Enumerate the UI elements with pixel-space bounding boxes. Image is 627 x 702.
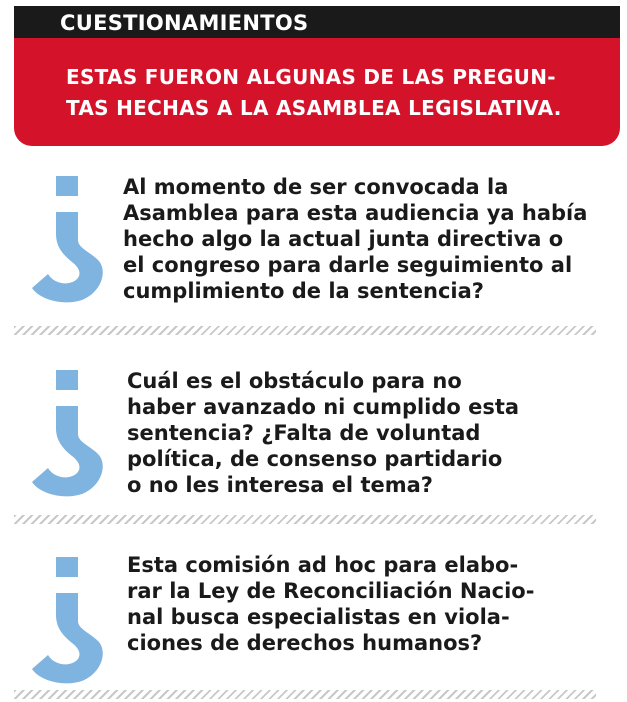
divider bbox=[14, 515, 596, 524]
inverted-question-mark-icon bbox=[28, 176, 118, 306]
question-1: Al momento de ser convocada la Asamblea para esta audiencia ya había hecho algo la actual junta directiva o el congreso para darle seguimiento al cumplimiento de la sentencia? bbox=[123, 175, 588, 303]
divider bbox=[14, 690, 596, 699]
intro-text: ESTAS FUERON ALGUNAS DE LAS PREGUN- TAS HECHAS A LA ASAMBLEA LEGISLATIVA. bbox=[66, 65, 562, 120]
section-title: CUESTIONAMIENTOS bbox=[60, 11, 309, 35]
question-3: Esta comisión ad hoc para elabo- rar la Ley de Reconciliación Nacio- nal busca especialistas en viola- ciones de derechos humanos? bbox=[127, 553, 535, 655]
inverted-question-mark-icon bbox=[28, 370, 118, 500]
question-2: Cuál es el obstáculo para no haber avanzado ni cumplido esta sentencia? ¿Falta de voluntad política, de consenso partidario o no les interesa el tema? bbox=[127, 369, 520, 497]
divider bbox=[14, 326, 596, 335]
inverted-question-mark-icon bbox=[28, 557, 118, 687]
